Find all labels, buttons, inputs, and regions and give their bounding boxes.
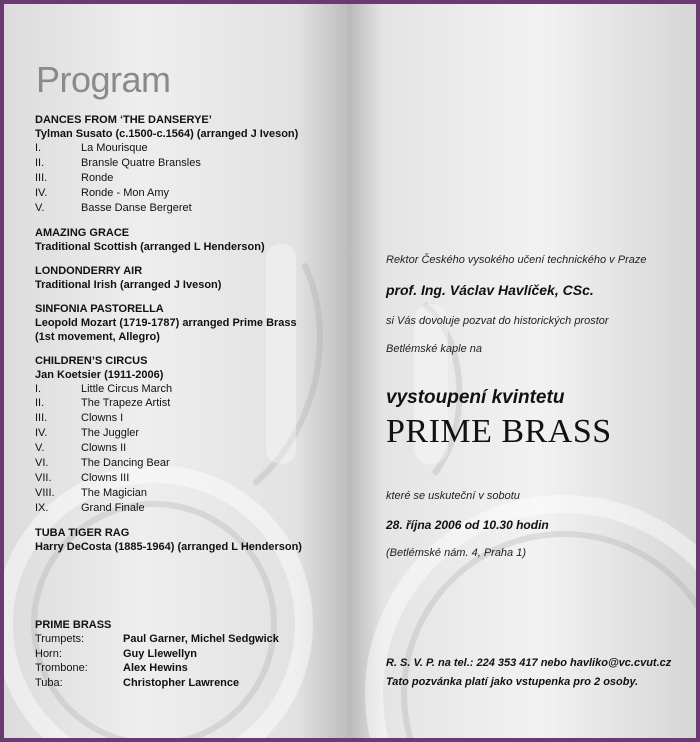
program-section — [35, 264, 335, 292]
movement-item — [35, 426, 335, 441]
movement-number: I. — [35, 142, 42, 154]
piece-title: DANCES FROM ‘THE DANSERYE’ — [35, 114, 212, 126]
movement-name: The Magician — [81, 486, 148, 499]
movement-name: Basse Danse Bergeret — [81, 201, 192, 214]
movement-number: V. — [35, 442, 45, 455]
movement-item — [35, 201, 335, 216]
ensemble-name: PRIME BRASS — [386, 413, 612, 450]
movement-number: III. — [35, 412, 48, 425]
ensemble-personnel — [35, 618, 335, 690]
personnel-row — [35, 661, 335, 676]
composer-line: Traditional Irish (arranged J Iveson) — [35, 278, 222, 291]
day-line: které se uskuteční v sobotu — [386, 490, 520, 502]
movement-number: VII. — [35, 471, 52, 484]
movement-item — [35, 411, 335, 426]
rector-name: prof. Ing. Václav Havlíček, CSc. — [386, 282, 594, 298]
movement-item — [35, 471, 335, 486]
movement-name: La Mourisque — [81, 142, 148, 154]
movement-number: IV. — [35, 427, 48, 440]
program-title: Program — [36, 59, 171, 100]
movement-name: Clowns I — [81, 412, 124, 425]
movement-item — [35, 501, 335, 516]
player-names: Christopher Lawrence — [123, 676, 240, 689]
event-date: 28. října 2006 od 10.30 hodin — [386, 518, 549, 532]
composer-line: Jan Koetsier (1911-2006) — [35, 368, 164, 381]
movement-item — [35, 456, 335, 471]
movement-number: IX. — [35, 501, 49, 514]
movement-number: IV. — [35, 186, 48, 199]
player-names: Paul Garner, Michel Sedgwick — [123, 633, 279, 645]
piece-title: TUBA TIGER RAG — [35, 526, 130, 539]
invitation-text: si Vás dovoluje pozvat do historických prostor — [386, 315, 609, 327]
ensemble-heading: PRIME BRASS — [35, 619, 112, 631]
composer-line: Traditional Scottish (arranged L Henderson) — [35, 240, 265, 253]
movement-name: Little Circus March — [81, 382, 173, 395]
movement-name: Ronde - Mon Amy — [81, 186, 170, 199]
invitation-spread — [4, 4, 696, 738]
piece-title: AMAZING GRACE — [35, 226, 130, 239]
movement-number: I. — [35, 382, 42, 395]
piece-title: LONDONDERRY AIR — [35, 264, 143, 277]
piece-title: CHILDREN’S CIRCUS — [35, 354, 148, 367]
program-section — [35, 302, 335, 344]
program-section — [35, 113, 335, 216]
movement-item — [35, 171, 335, 186]
venue-line: Betlémské kaple na — [386, 343, 482, 355]
program-list — [35, 113, 335, 564]
piece-title: SINFONIA PASTORELLA — [35, 302, 164, 315]
movement-name: Clowns II — [81, 442, 127, 455]
movement-number: III. — [35, 171, 48, 184]
instrument-role: Tuba: — [35, 676, 63, 689]
program-section — [35, 226, 335, 254]
movement-item — [35, 141, 335, 156]
personnel-row — [35, 676, 335, 691]
movement-item — [35, 396, 335, 411]
movement-number: V. — [35, 201, 45, 214]
movement-number: VIII. — [35, 486, 55, 499]
player-names: Alex Hewins — [123, 662, 188, 674]
rsvp-line: R. S. V. P. na tel.: 224 353 417 nebo havliko@vc.cvut.cz — [386, 657, 672, 669]
movement-name: The Trapeze Artist — [81, 397, 171, 410]
movement-name: Ronde — [81, 171, 114, 184]
ticket-note: Tato pozvánka platí jako vstupenka pro 2 osoby. — [386, 676, 639, 688]
venue-address: (Betlémské nám. 4, Praha 1) — [386, 547, 527, 559]
composer-line: Leopold Mozart (1719-1787) arranged Prime Brass — [35, 316, 297, 329]
composer-line: Tylman Susato (c.1500-c.1564) (arranged J Iveson) — [35, 128, 299, 140]
movement-name: The Dancing Bear — [81, 457, 170, 470]
composer-line: Harry DeCosta (1885-1964) (arranged L Henderson) — [35, 540, 302, 553]
personnel-row — [35, 632, 335, 647]
movement-name: Bransle Quatre Bransles — [81, 156, 201, 169]
movement-item — [35, 486, 335, 501]
movement-name: Clowns III — [81, 471, 130, 484]
program-section — [35, 354, 335, 516]
movement-item — [35, 156, 335, 171]
movement-item — [35, 382, 335, 397]
movement-name: The Juggler — [81, 427, 140, 440]
player-names: Guy Llewellyn — [123, 647, 197, 660]
personnel-row — [35, 647, 335, 662]
movement-number: II. — [35, 397, 45, 410]
movement-name: Grand Finale — [81, 501, 145, 514]
movement-item — [35, 186, 335, 201]
instrument-role: Horn: — [35, 647, 62, 660]
movement-number: II. — [35, 156, 45, 169]
instrument-role: Trombone: — [35, 662, 88, 674]
movement-number: VI. — [35, 457, 49, 470]
composer-note: (1st movement, Allegro) — [35, 330, 160, 343]
event-line: vystoupení kvintetu — [386, 387, 565, 408]
instrument-role: Trumpets: — [35, 633, 85, 645]
program-section — [35, 526, 335, 554]
movement-item — [35, 441, 335, 456]
invitation-host-line: Rektor Českého vysokého učení technického v Praze — [386, 254, 647, 266]
